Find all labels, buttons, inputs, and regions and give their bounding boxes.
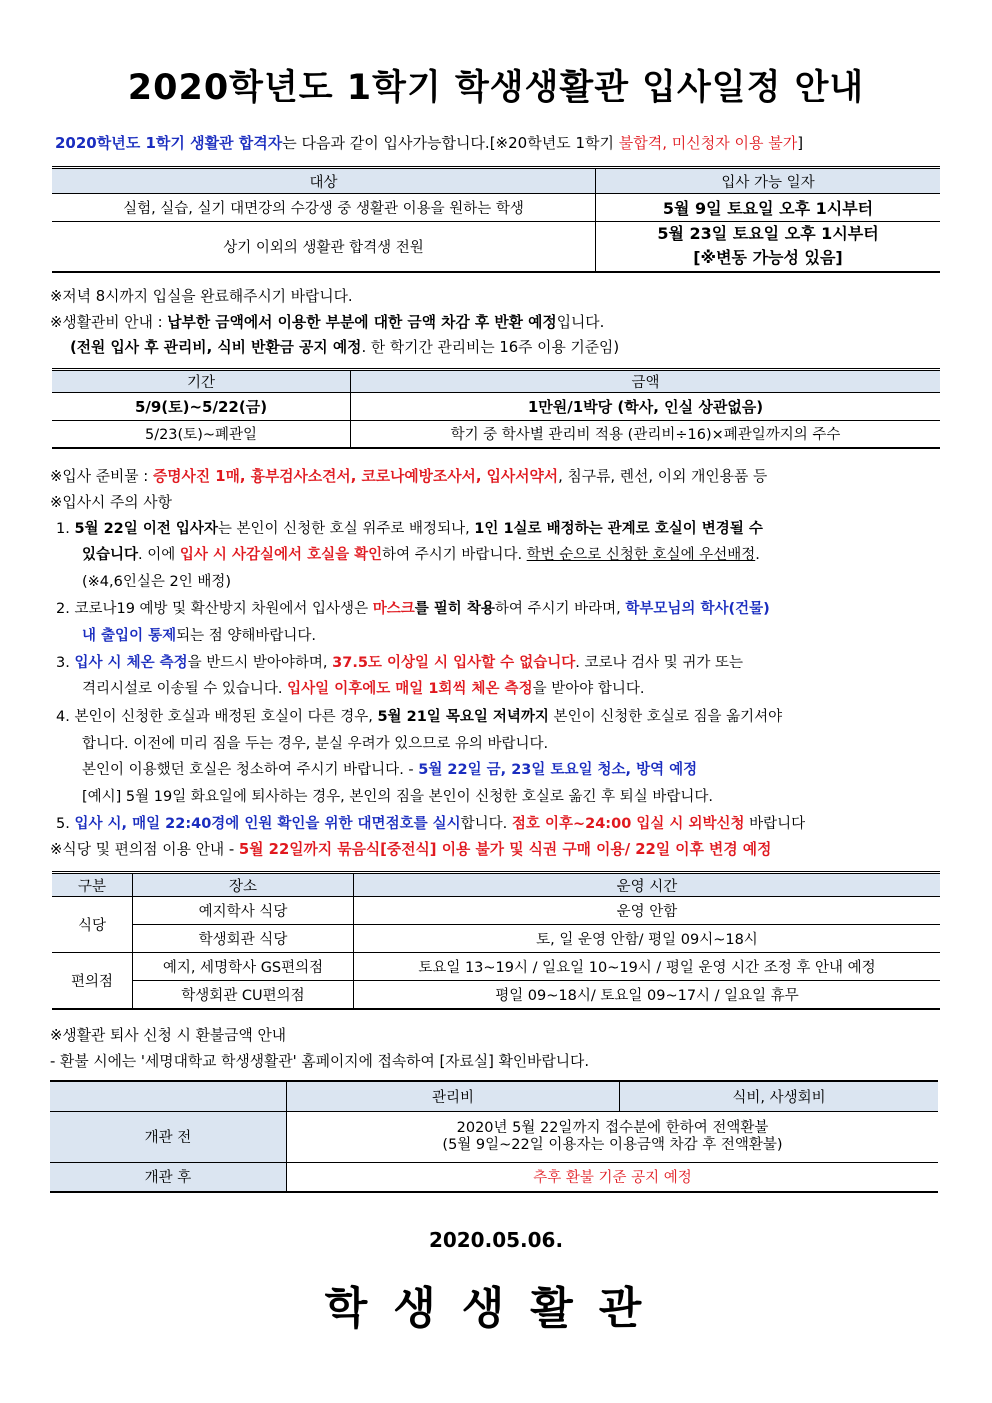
item-text: 본인이 신청한 호실로 짐을 옮기셔야 (548, 709, 783, 725)
fees-table (52, 368, 940, 449)
item-red: 점호 이후~24:00 입실 시 외박신청 (511, 816, 745, 832)
note-fees-end: 입니다. (556, 314, 605, 331)
facilities-place: 학생회관 식당 (133, 925, 354, 953)
item-blue: 입사 시, 매일 22:40경에 인원 확인을 위한 대면점호를 실시 (74, 816, 461, 832)
note-refund-text: . 한 학기간 관리비는 16주 이용 기준임) (361, 339, 620, 356)
refund-header-management: 관리비 (287, 1081, 620, 1111)
refund-note-heading: ※생활관 퇴사 신청 시 환불금액 안내 (50, 1027, 287, 1044)
facilities-hours: 토, 일 운영 안함/ 평일 09시~18시 (354, 925, 941, 953)
item-text: 을 반드시 받아야하며, (187, 655, 333, 671)
facilities-header-place: 장소 (133, 873, 354, 897)
item-text: 본인이 이용했던 호실은 청소하여 주시기 바랍니다. - (82, 762, 419, 778)
facilities-header-category: 구분 (52, 873, 133, 897)
facilities-place: 학생회관 CU편의점 (133, 981, 354, 1009)
item-underline: 학번 순으로 신청한 호실에 우선배정 (526, 547, 756, 563)
refund-before-label: 개관 전 (50, 1111, 287, 1162)
fees-row-period: 5/9(토)~5/22(금) (52, 393, 351, 421)
item-blue: 내 출입이 통제 (82, 628, 177, 644)
facilities-header-hours: 운영 시간 (354, 873, 941, 897)
fees-row-period: 5/23(토)~폐관일 (52, 421, 351, 448)
item-text: 는 본인이 신청한 호실 위주로 배정되나, (217, 521, 475, 537)
item-number: 4. (56, 709, 70, 725)
item-text: 격리시설로 이송될 수 있습니다. (82, 681, 288, 697)
refund-before-line1: 2020년 5월 22일까지 접수분에 한하여 전액환불 (456, 1119, 769, 1136)
item-bold: 1인 1실로 배정하는 관계로 호실이 변경될 수 (474, 521, 763, 537)
item-blue: 입사 시 체온 측정 (74, 655, 188, 671)
item-red: 37.5도 이상일 시 입사할 수 없습니다 (332, 655, 576, 671)
facilities-group-convenience: 편의점 (52, 953, 133, 1009)
notice-date: 2020.05.06. (428, 1228, 564, 1252)
item-text: 코로나19 예방 및 확산방지 차원에서 입사생은 (74, 601, 373, 617)
facilities-place: 예지, 세명학사 GS편의점 (133, 953, 354, 981)
prep-label: ※입사 준비물 : (50, 468, 153, 485)
schedule-row-target: 실험, 실습, 실기 대면강의 수강생 중 생활관 이용을 원하는 학생 (52, 194, 596, 222)
caution-item-2-cont (82, 624, 316, 645)
refund-after-text: 추후 환불 기준 공지 예정 (287, 1162, 939, 1192)
note-checkin-time: ※저녁 8시까지 입실을 완료해주시기 바랍니다. (50, 288, 353, 305)
intro-highlight: 2020학년도 1학기 생활관 합격자 (55, 134, 283, 152)
caution-item-4-example: [예시] 5월 19일 화요일에 퇴사하는 경우, 본인의 짐을 본인이 신청한 호실로 옮긴 후 퇴실 바랍니다. (82, 789, 713, 805)
item-text: . (755, 547, 760, 563)
item-bold: 5월 22일 이전 입사자 (74, 521, 218, 537)
fees-row-amount: 학기 중 학사별 관리비 적용 (관리비÷16)×폐관일까지의 주수 (351, 421, 941, 448)
schedule-header-date: 입사 가능 일자 (596, 168, 941, 194)
caution-item-3 (56, 651, 743, 672)
prep-other: , 침구류, 렌선, 이외 개인용품 등 (558, 468, 768, 485)
item-bold: 있습니다 (82, 547, 139, 563)
dining-notice: 5월 22일까지 묶음식[중전식] 이용 불가 및 식권 구매 이용/ 22일 이후 변경 예정 (238, 841, 772, 858)
dining-note (50, 838, 771, 859)
intro-warning: 불합격, 미신청자 이용 불가 (618, 134, 798, 152)
prep-required: 증명사진 1매, 흉부검사소견서, 코로나예방조사서, 입사서약서 (152, 468, 559, 485)
schedule-header-target: 대상 (52, 168, 596, 194)
facilities-place: 예지학사 식당 (133, 897, 354, 925)
note-refund-bold: (전원 입사 후 관리비, 식비 반환금 공지 예정 (70, 339, 362, 356)
item-bold: 5월 21일 목요일 저녁까지 (377, 709, 549, 725)
facilities-table (52, 871, 940, 1010)
schedule-row-date (596, 222, 941, 272)
note-fees-bold: 납부한 금액에서 이용한 부분에 대한 금액 차감 후 반환 예정 (167, 314, 557, 331)
item-red: 마스크 (372, 601, 415, 617)
note-fees (50, 311, 604, 332)
refund-before-text (287, 1111, 939, 1162)
note-refund-notice (70, 336, 619, 357)
item-blue: 5월 22일 금, 23일 토요일 청소, 방역 예정 (418, 762, 698, 778)
refund-header-meals: 식비, 사생회비 (620, 1081, 939, 1111)
item-blue: 학부모님의 학사(건물) (625, 601, 770, 617)
item-number: 5. (56, 816, 70, 832)
item-text: 바랍니다 (744, 816, 806, 832)
caution-item-4 (56, 705, 782, 726)
fees-header-amount: 금액 (351, 370, 941, 393)
intro-text: 는 다음과 같이 입사가능합니다.[※20학년도 1학기 (282, 134, 619, 152)
refund-before-line2: (5월 9일~22일 이용자는 이용금액 차감 후 전액환불) (442, 1136, 783, 1153)
item-text: 하여 주시기 바라며, (494, 601, 626, 617)
schedule-row-date: 5월 9일 토요일 오후 1시부터 (596, 194, 941, 222)
caution-item-1-cont (82, 543, 760, 564)
caution-item-3-cont (82, 677, 644, 698)
item-number: 3. (56, 655, 70, 671)
prep-items (50, 465, 767, 486)
page-title: 2020학년도 1학기 학생생활관 입사일정 안내 (127, 68, 865, 108)
schedule-date-text: 5월 23일 토요일 오후 1시부터 (657, 224, 879, 244)
item-number: 1. (56, 521, 70, 537)
caution-item-2 (56, 597, 770, 618)
facilities-hours: 평일 09~18시/ 토요일 09~17시 / 일요일 휴무 (354, 981, 941, 1009)
caution-item-1-note: (※4,6인실은 2인 배정) (82, 574, 232, 590)
refund-note-text: - 환불 시에는 '세명대학교 학생생활관' 홈페이지에 접속하여 [자료실] 확인바랍니다. (50, 1053, 590, 1070)
facilities-group-cafeteria: 식당 (52, 897, 133, 953)
refund-table (50, 1080, 938, 1193)
item-text: . 이에 (138, 547, 180, 563)
item-text: 되는 점 양해바랍니다. (176, 628, 317, 644)
note-fees-label: ※생활관비 안내 : (50, 314, 168, 331)
dining-label: ※식당 및 편의점 이용 안내 - (50, 841, 239, 858)
issuer-name: 학생생활관 (324, 1283, 668, 1334)
item-text: . 코로나 검사 및 귀가 또는 (575, 655, 743, 671)
fees-row-amount: 1만원/1박당 (학사, 인실 상관없음) (351, 393, 941, 421)
item-bold: 를 필히 착용 (414, 601, 495, 617)
refund-header-empty (50, 1081, 287, 1111)
fees-header-period: 기간 (52, 370, 351, 393)
facilities-hours: 운영 안함 (354, 897, 941, 925)
intro-end: ] (797, 134, 804, 152)
item-red: 입사일 이후에도 매일 1회씩 체온 측정 (287, 681, 533, 697)
item-number: 2. (56, 601, 70, 617)
refund-after-label: 개관 후 (50, 1162, 287, 1192)
schedule-table (52, 166, 940, 273)
schedule-row-target: 상기 이외의 생활관 합격생 전원 (52, 222, 596, 272)
caution-heading: ※입사시 주의 사항 (50, 494, 172, 511)
caution-item-4-clean (82, 758, 697, 779)
facilities-hours: 토요일 13~19시 / 일요일 10~19시 / 평일 운영 시간 조정 후 안내 예정 (354, 953, 941, 981)
item-text: 합니다. (460, 816, 512, 832)
item-text: 을 받아야 합니다. (532, 681, 645, 697)
schedule-date-note: [※변동 가능성 있음] (693, 248, 843, 268)
item-text: 하여 주시기 바랍니다. (382, 547, 527, 563)
caution-item-4-cont: 합니다. 이전에 미리 짐을 두는 경우, 분실 우려가 있으므로 유의 바랍니다. (82, 736, 549, 752)
item-red: 입사 시 사감실에서 호실을 확인 (179, 547, 383, 563)
caution-item-5 (56, 812, 805, 833)
item-text: 본인이 신청한 호실과 배정된 호실이 다른 경우, (74, 709, 378, 725)
caution-item-1 (56, 517, 763, 538)
intro-line (55, 132, 955, 153)
